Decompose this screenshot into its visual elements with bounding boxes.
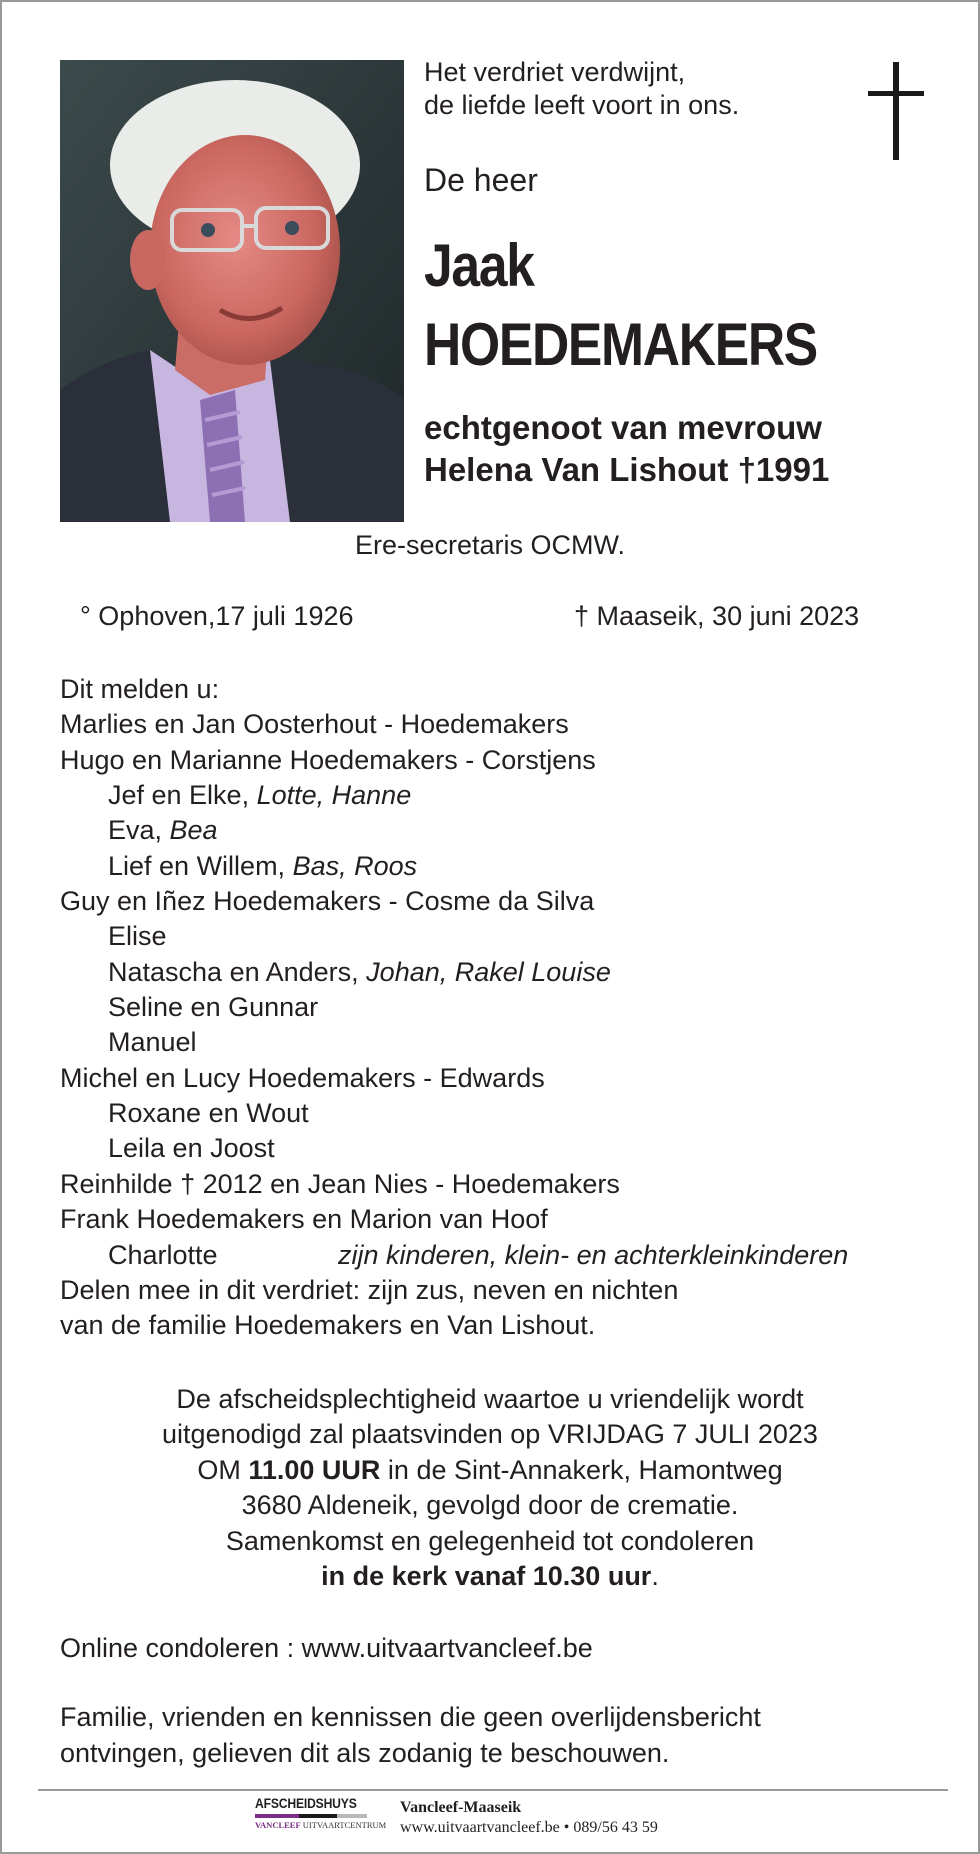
ceremony-line: De afscheidsplechtigheid waartoe u vriendelijk wordt — [176, 1384, 804, 1414]
footer-divider — [38, 1789, 948, 1791]
closing-notice — [60, 1700, 761, 1771]
notice-line: Familie, vrienden en kennissen die geen overlijdensbericht — [60, 1702, 761, 1732]
verse-line-2: de liefde leeft voort in ons. — [424, 90, 740, 120]
family-row: Manuel — [108, 1027, 197, 1058]
ceremony-line: 3680 Aldeneik, gevolgd door de crematie. — [241, 1490, 739, 1521]
ceremony-line — [2, 1453, 978, 1488]
family-names: Eva, — [108, 815, 170, 846]
portrait-image — [60, 60, 404, 522]
logo-sub-a: VANCLEEF — [255, 1820, 301, 1830]
ceremony-text: . — [651, 1561, 659, 1592]
logo-sub-b: UITVAARTCENTRUM — [302, 1820, 387, 1830]
logo-bar — [255, 1814, 383, 1818]
funeral-home-logo — [255, 1796, 387, 1836]
family-names: Natascha en Anders, — [108, 956, 367, 987]
family-intro: Dit melden u: — [60, 674, 220, 704]
verse — [424, 56, 739, 122]
ceremony-line: Samenkomst en gelegenheid tot condoleren — [225, 1525, 755, 1556]
family-row: Michel en Lucy Hoedemakers - Edwards — [60, 1062, 545, 1093]
family-names: Lief en Willem, — [108, 850, 293, 881]
family-relation-note: zijn kinderen, klein- en achterkleinkinderen — [338, 1239, 849, 1270]
logo-brand: AFSCHEIDSHUYS — [255, 1796, 357, 1811]
family-row: Delen mee in dit verdriet: zijn zus, neven en nichten — [60, 1274, 679, 1305]
verse-line-1: Het verdriet verdwijnt, — [424, 57, 686, 87]
birth-info: ° Ophoven,17 juli 1926 — [80, 601, 354, 631]
salutation: De heer — [424, 162, 538, 198]
death-info: † Maaseik, 30 juni 2023 — [574, 601, 860, 631]
ceremony-text: OM — [197, 1454, 249, 1485]
cross-horizontal — [868, 91, 924, 96]
notice-line: ontvingen, gelieven dit als zodanig te beschouwen. — [60, 1737, 670, 1768]
family-row: Reinhilde † 2012 en Jean Nies - Hoedemakers — [60, 1168, 620, 1199]
funeral-home-info — [400, 1798, 658, 1838]
ceremony-text: in de Sint-Annakerk, Hamontweg — [380, 1454, 783, 1485]
latin-cross-icon — [868, 62, 924, 160]
ceremony-info — [2, 1382, 978, 1594]
family-row: Frank Hoedemakers en Marion van Hoof — [60, 1204, 548, 1235]
family-row — [60, 1238, 940, 1273]
family-grandchildren: Johan, Rakel Louise — [366, 956, 611, 987]
family-row — [60, 778, 940, 813]
first-name: Jaak — [424, 232, 534, 299]
condolence-time: in de kerk vanaf 10.30 uur — [321, 1561, 652, 1592]
spouse-line-2: Helena Van Lishout †1991 — [424, 451, 830, 488]
family-row: Marlies en Jan Oosterhout - Hoedemakers — [60, 709, 569, 740]
family-grandchildren: Bas, Roos — [292, 850, 418, 881]
family-row: Seline en Gunnar — [108, 992, 319, 1023]
family-row: Roxane en Wout — [108, 1098, 309, 1129]
family-row: Hugo en Marianne Hoedemakers - Corstjens — [60, 744, 596, 775]
online-condolence: Online condoleren : www.uitvaartvancleef.be — [60, 1633, 593, 1663]
last-name: HOEDEMAKERS — [424, 311, 817, 378]
family-row — [60, 849, 940, 884]
ceremony-line: uitgenodigd zal plaatsvinden op VRIJDAG 7 JULI 2023 — [162, 1419, 818, 1450]
portrait-photo — [60, 60, 404, 522]
family-names: Jef en Elke, — [108, 780, 257, 811]
family-grandchildren: Lotte, Hanne — [256, 780, 412, 811]
family-row — [60, 955, 940, 990]
spouse-line-1: echtgenoot van mevrouw — [424, 409, 822, 446]
family-row: Elise — [108, 921, 167, 952]
family-row — [60, 813, 940, 848]
family-grandchildren: Bea — [169, 815, 218, 846]
family-list — [60, 672, 940, 1344]
honorary-title: Ere-secretaris OCMW. — [354, 530, 626, 560]
family-names: Charlotte — [108, 1239, 218, 1270]
cross-vertical — [893, 62, 899, 160]
ceremony-line — [2, 1559, 978, 1594]
family-row: Leila en Joost — [108, 1133, 275, 1164]
funeral-home-name: Vancleef-Maaseik — [400, 1799, 522, 1816]
family-row: Guy en Iñez Hoedemakers - Cosme da Silva — [60, 886, 595, 917]
ceremony-time: 11.00 UUR — [248, 1454, 381, 1485]
family-row: van de familie Hoedemakers en Van Lishout. — [60, 1310, 596, 1341]
funeral-home-contact: www.uitvaartvancleef.be • 089/56 43 59 — [400, 1819, 658, 1836]
logo-subtitle — [255, 1820, 387, 1831]
spouse-info — [424, 407, 829, 491]
